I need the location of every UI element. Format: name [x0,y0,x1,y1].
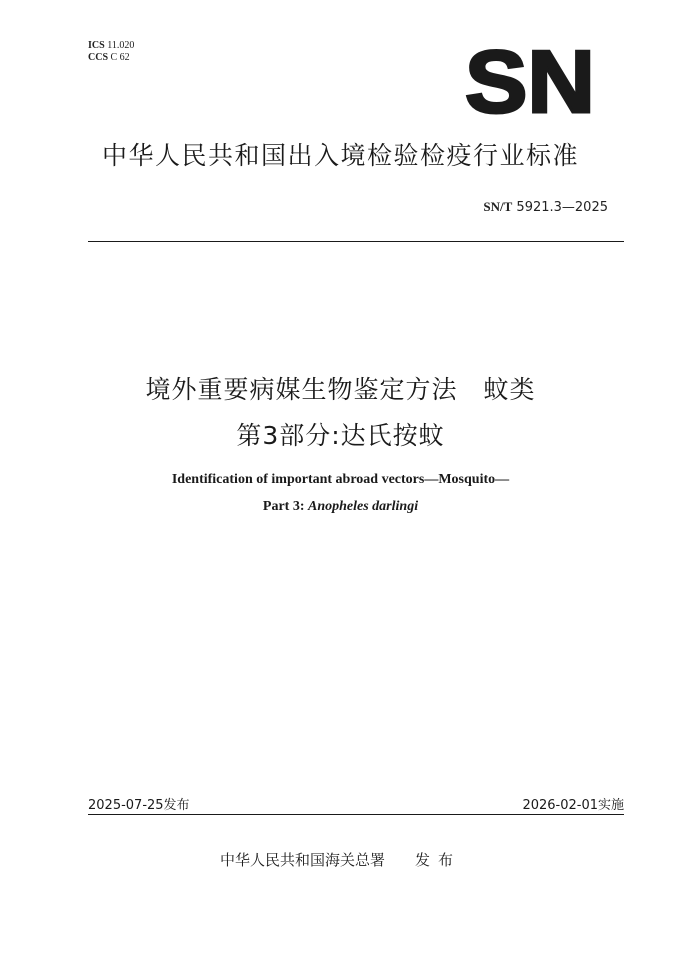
title-cn-line1: 境外重要病媒生物鉴定方法 蚊类 [145,375,536,404]
ccs-value: C 62 [110,52,130,63]
standard-number [483,199,608,215]
title-en-line2 [0,499,681,515]
publisher-name: 中华人民共和国海关总署 [219,851,385,869]
ics-label: ICS [88,40,105,51]
ics-value: 11.020 [107,40,135,51]
title-en-line1: Identification of important abroad vectors—Mosquito— [171,472,510,487]
ccs-label: CCS [88,52,109,63]
publisher [0,849,681,870]
issuer-title: 中华人民共和国出入境检验检疫行业标准 [101,141,579,170]
standard-prefix: SN/T [483,199,513,214]
title-en-species: Anopheles darlingi [308,499,419,514]
issue-date: 2025-07-25发布 [88,798,190,813]
bottom-divider [88,814,624,815]
ics-code [88,40,134,52]
standard-code: 5921.3—2025 [516,200,608,215]
sn-logo [464,44,596,116]
publisher-action: 发布 [415,851,462,869]
top-divider [88,241,624,242]
ccs-code [88,52,130,64]
title-en-part: Part 3: [262,499,305,514]
sn-logo-text: SN [465,44,595,116]
title-cn-line2: 第3部分:达氏按蚊 [236,421,445,450]
implementation-date: 2026-02-01实施 [522,798,624,813]
